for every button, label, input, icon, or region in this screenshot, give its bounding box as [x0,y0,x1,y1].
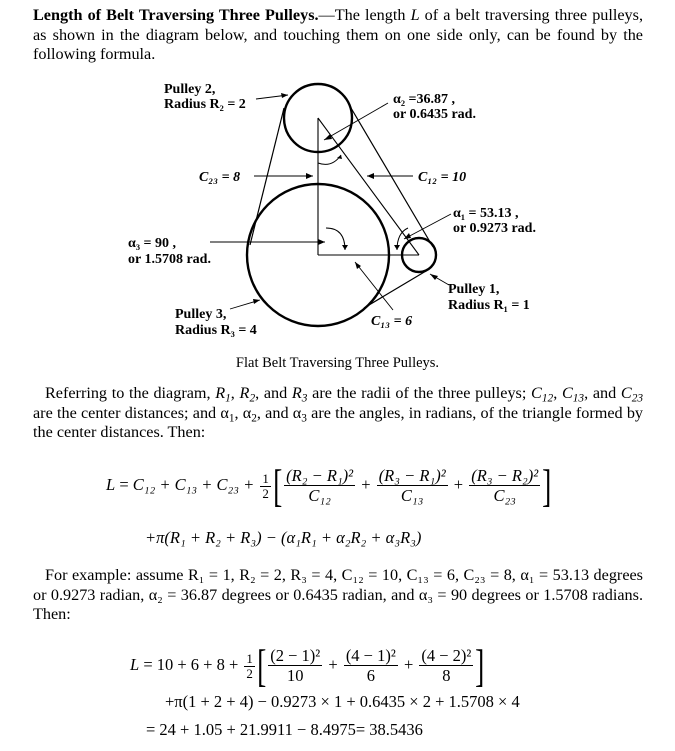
intro-paragraph: Length of Belt Traversing Three Pulleys.—The length L of a belt traversing three pulleys, as shown in the diagram below, and touching them on one side only, can be found by the following formula. [33,6,643,63]
calc-line1: L = 10 + 6 + 8 + $\frac{1}{2}$ [ $\frac{\text{(2 − 1)²}}{10}$ + $\frac{\text{(4 − 1)²}}{6}$ + $\frac{\text{(4 − 2)²}}{8}$ ] [130,640,485,691]
alpha1-label-line1: α₁ = 53.13 , [453,206,519,221]
calc-line3: = 24 + 1.05 + 21.9911 − 8.4975= 38.5436 [146,720,423,739]
alpha2-leader [324,103,388,140]
calc-line2: +π(1 + 2 + 4) − 0.9273 × 1 + 0.6435 × 2 + 1.5708 × 4 [165,692,520,711]
alpha3-label-line1: α₃ = 90 , [128,236,176,251]
alpha1-leader [404,214,451,239]
pulley1-label-line1: Pulley 1, [448,282,500,297]
belt-bottom-segment [364,271,426,308]
alpha3-arc [326,228,345,250]
pulley3-label-line1: Pulley 3, [175,307,227,322]
referring-paragraph: Referring to the diagram, $R_1$, $R_2$, and $R_3$ are the radii of the three pulleys; $C_{12}$, $C_{13}$, and $C_{23}$ are the center distances; and $\alpha_1$, $\alpha_2$, and $\alpha_3$ are the angles, in radians, of the triangle formed by the center distances. Then: [33,384,644,441]
alpha2-label-line2: or 0.6435 rad. [393,107,476,122]
calc-fraction-3: $\frac{\text{(4 − 2)²}}{8}$ [421,645,472,685]
general-formula-line2: +π(R₁ + R₂ + R₃) − (α₁R₁ + α₂R₂ + α₃R₃) [145,528,422,547]
alpha3-label-line2: or 1.5708 rad. [128,252,211,267]
c12-label: C₁₂ = 10 [418,170,467,185]
alpha2-arc [318,155,341,164]
calc-fraction-2: $\frac{\text{(4 − 1)²}}{6}$ [345,645,396,685]
pulley2-label-line1: Pulley 2, [164,82,216,97]
belt-pulley-diagram [0,75,675,345]
general-formula-line1: L = C₁₂ + C₁₃ + C₂₃ + $\frac{1}{2}$ [ $\frac{\text{(R₂ − R₁)²}}{\text{C₁₂}}$ + $\frac{\text{(R₃ − R₁)²}}{\text{C₁₃}}$ + $\frac{\text{(R₃ − R₂)²}}{\text{C₂₃}}$ ] [106,460,552,511]
fraction-1: $\frac{\text{(R₂ − R₁)²}}{\text{C₁₂}}$ [286,465,354,505]
calc-one-half: $\frac{1}{2}$ [246,650,253,681]
fraction-3: $\frac{\text{(R₃ − R₂)²}}{\text{C₂₃}}$ [471,465,539,505]
fraction-2: $\frac{\text{(R₃ − R₁)²}}{\text{C₁₃}}$ [378,465,446,505]
pulley1-label-line2: Radius R₁ = 1 [448,298,530,313]
alpha1-label-line2: or 0.9273 rad. [453,221,536,236]
diagram-caption: Flat Belt Traversing Three Pulleys. [235,355,440,371]
pulley3-label-line2: Radius R₃ = 4 [175,323,257,338]
pulley2-label-line2: Radius R₂ = 2 [164,97,246,112]
one-half: $\frac{1}{2}$ [262,470,269,501]
calc-fraction-1: $\frac{\text{(2 − 1)²}}{10}$ [270,645,321,685]
c23-label: C₂₃ = 8 [199,170,241,185]
c13-label: C₁₃ = 6 [371,314,413,329]
example-paragraph: For example: assume R₁ = 1, R₂ = 2, R₃ = 4, C₁₂ = 10, C₁₃ = 6, C₂₃ = 8, α₁ = 53.13 degrees or 0.9273 radian, α₂ = 36.87 degrees or 0.6435 radian, and α₃ = 90 degrees or 1.5708 radians. Then: [33,566,643,623]
section-heading: Length of Belt Traversing Three Pulleys. [33,6,319,24]
alpha2-label-line1: α₂ =36.87 , [393,92,455,107]
